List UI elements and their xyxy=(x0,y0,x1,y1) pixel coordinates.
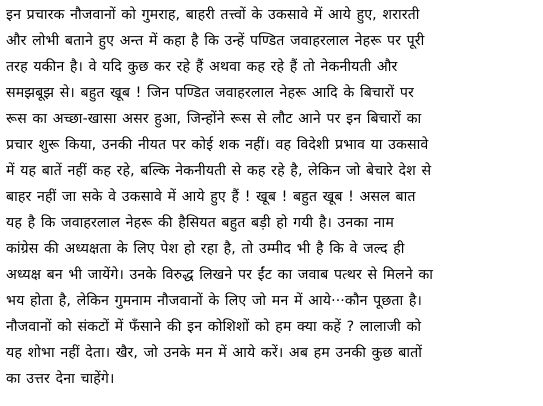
paragraph-line: अध्यक्ष बन भी जायेंगे। उनके विरुद्ध लिखने पर ईंट का जवाब पत्थर से मिलने का xyxy=(6,267,434,283)
paragraph-line: इन प्रचारक नौजवानों को गुमराह, बाहरी तत्त्वों के उकसावे में आये हुए, शरारती xyxy=(6,7,420,23)
paragraph-line: तरह यकीन है। वे यदि कुछ कर रहे हैं अथवा कह रहे हैं तो नेकनीयती और xyxy=(6,59,398,75)
paragraph-line: यह शोभा नहीं देता। खैर, जो उनके मन में आये करें। अब हम उनकी कुछ बातों xyxy=(6,345,423,361)
paragraph-line: प्रचार शुरू किया, उनकी नीयत पर कोई शक नहीं। वह विदेशी प्रभाव या उकसावे xyxy=(6,137,429,153)
paragraph-line: रूस का अच्छा-खासा असर हुआ, जिन्होंने रूस से लौट आने पर इन बिचारों का xyxy=(6,111,422,127)
paragraph-line: का उत्तर देना चाहेंगे। xyxy=(6,371,115,387)
paragraph-line: और लोभी बताने हुए अन्त में कहा है कि उन्हें पण्डित जवाहरलाल नेहरू पर पूरी xyxy=(6,33,425,49)
paragraph-line: यह है कि जवाहरलाल नेहरू की हैसियत बहुत बड़ी हो गयी है। उनका नाम xyxy=(6,215,394,231)
paragraph-line: बाहर नहीं जा सके वे उकसावे में आये हुए हैं ! खूब ! बहुत खूब ! असल बात xyxy=(6,189,416,205)
paragraph-line: नौजवानों को संकटों में फँसाने की इन कोशिशों को हम क्या कहें ? लालाजी को xyxy=(6,319,422,335)
paragraph-line: में यह बातें नहीं कह रहे, बल्कि नेकनीयती से कह रहे है, लेकिन जो बेचारे देश से xyxy=(6,163,432,179)
document-paragraph xyxy=(6,3,538,403)
paragraph-line: समझबूझ से। बहुत खूब ! जिन पण्डित जवाहरलाल नेहरू आदि के बिचारों पर xyxy=(6,85,414,101)
paragraph-line: कांग्रेस की अध्यक्षता के लिए पेश हो रहा है, तो उम्मीद भी है कि वे जल्द ही xyxy=(6,241,405,257)
paragraph-line: भय होता है, लेकिन गुमनाम नौजवानों के लिए जो मन में आये···कौन पूछता है। xyxy=(6,293,422,309)
